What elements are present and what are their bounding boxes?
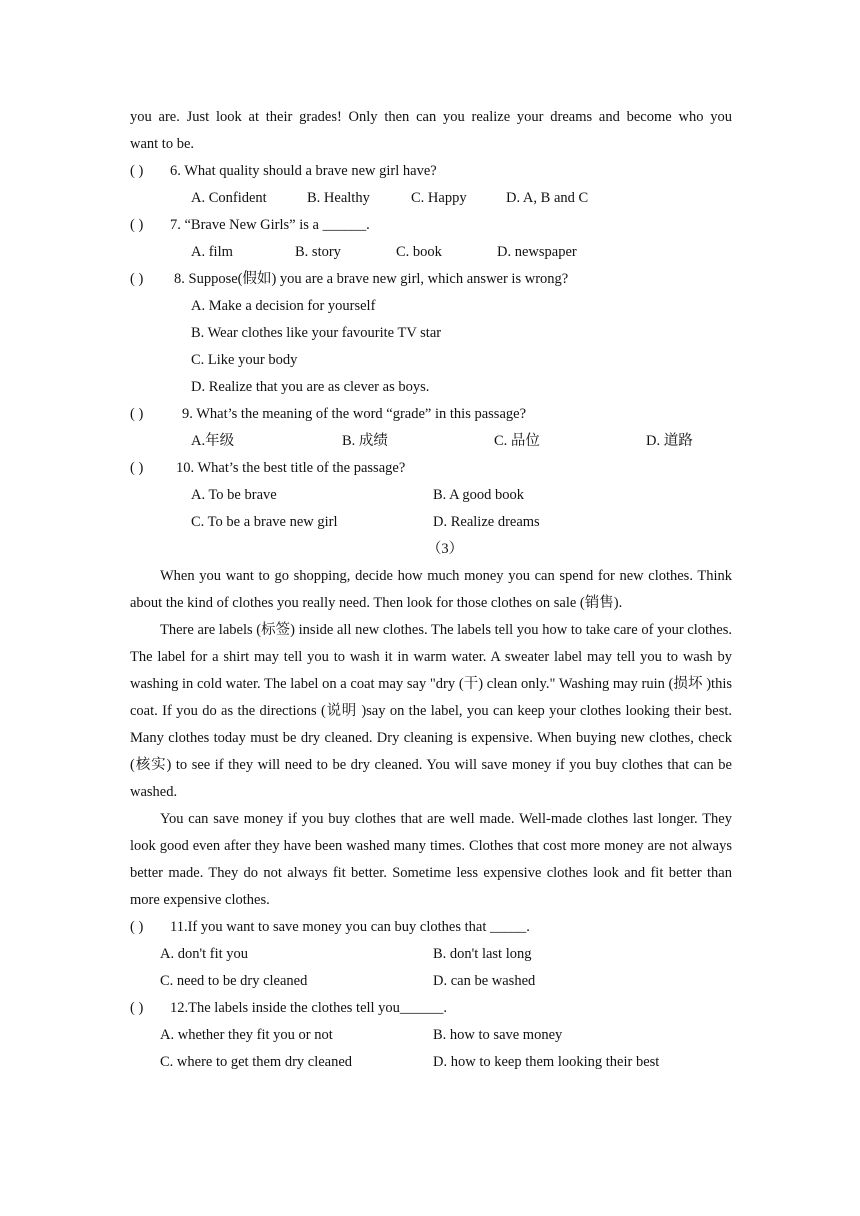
question-text: 12.The labels inside the clothes tell you______. xyxy=(170,1000,448,1016)
question-11-options-row-1 xyxy=(130,941,732,968)
passage-paragraph-2: There are labels (标签) inside all new clothes. The labels tell you how to take care of your clothes. The label for a shirt may tell you to wash it in warm water. A sweater label may tell you to wash by washing in cold water. The label on a coat may say "dry (干) clean only." Washing may ruin (损坏 )this coat. If you do as the directions (说明 )say on the label, you can keep your clothes looking their best. Many clothes today must be dry cleaned. Dry cleaning is expensive. When buying new clothes, check (核实) to see if they will need to be dry cleaned. You will save money if you buy clothes that can be washed. xyxy=(130,622,732,800)
option-a: A.年级 xyxy=(191,433,235,449)
option-b: B. how to save money xyxy=(433,1027,563,1043)
option-c: C. To be a brave new girl xyxy=(191,514,338,530)
question-12-options-row-2 xyxy=(130,1049,732,1076)
option-d: D. newspaper xyxy=(497,244,577,260)
option-c: C. need to be dry cleaned xyxy=(160,973,308,989)
option-c: C. 品位 xyxy=(494,433,540,449)
option-c: C. where to get them dry cleaned xyxy=(160,1054,353,1070)
option-a: A. Make a decision for yourself xyxy=(191,298,376,314)
option-b: B. Healthy xyxy=(307,190,370,206)
option-a: A. film xyxy=(191,244,233,260)
section-heading: （3） xyxy=(426,541,464,557)
question-text: 9. What’s the meaning of the word “grade” in this passage? xyxy=(182,406,526,422)
option-a: A. Confident xyxy=(191,190,267,206)
option-b: B. story xyxy=(295,244,341,260)
option-b: B. A good book xyxy=(433,487,525,503)
intro-line-1: you are. Just look at their grades! Only then can you realize your dreams and become who you xyxy=(130,109,732,125)
document-page xyxy=(130,104,732,1076)
question-7-options xyxy=(130,239,732,266)
question-text: 10. What’s the best title of the passage? xyxy=(176,460,406,476)
option-b: B. 成绩 xyxy=(342,433,388,449)
intro-line-2: want to be. xyxy=(130,136,195,152)
question-10-options-row-1 xyxy=(130,482,732,509)
answer-blank[interactable]: ( ) xyxy=(130,271,144,287)
answer-blank[interactable]: ( ) xyxy=(130,163,144,179)
option-d: D. Realize dreams xyxy=(433,514,540,530)
question-10-options-row-2 xyxy=(130,509,732,536)
question-text: 7. “Brave New Girls” is a ______. xyxy=(170,217,370,233)
question-7 xyxy=(130,212,732,239)
option-a: A. don't fit you xyxy=(160,946,248,962)
question-text: 8. Suppose(假如) you are a brave new girl, which answer is wrong? xyxy=(174,271,569,287)
option-b: B. Wear clothes like your favourite TV star xyxy=(191,325,442,341)
question-text: 11.If you want to save money you can buy clothes that _____. xyxy=(170,919,530,935)
answer-blank[interactable]: ( ) xyxy=(130,217,144,233)
passage-paragraph-1: When you want to go shopping, decide how much money you can spend for new clothes. Think about the kind of clothes you really need. Then look for those clothes on sale (销售). xyxy=(130,568,732,611)
answer-blank[interactable]: ( ) xyxy=(130,406,144,422)
option-d: D. how to keep them looking their best xyxy=(433,1054,660,1070)
option-d: D. 道路 xyxy=(646,433,693,449)
question-text: 6. What quality should a brave new girl have? xyxy=(170,163,437,179)
answer-blank[interactable]: ( ) xyxy=(130,1000,144,1016)
question-9 xyxy=(130,401,732,428)
question-11-options-row-2 xyxy=(130,968,732,995)
option-a: A. whether they fit you or not xyxy=(160,1027,333,1043)
option-c: C. Happy xyxy=(411,190,467,206)
passage-paragraph-3: You can save money if you buy clothes that are well made. Well-made clothes last longer. They look good even after they have been washed many times. Clothes that cost more money are not always better made. They do not always fit better. Sometime less expensive clothes look and fit better than more expensive clothes. xyxy=(130,811,732,908)
option-d: D. can be washed xyxy=(433,973,536,989)
option-d: D. A, B and C xyxy=(506,190,589,206)
question-8 xyxy=(130,266,732,293)
question-6 xyxy=(130,158,732,185)
answer-blank[interactable]: ( ) xyxy=(130,919,144,935)
question-10 xyxy=(130,455,732,482)
option-d: D. Realize that you are as clever as boys. xyxy=(191,379,430,395)
question-9-options xyxy=(130,428,732,455)
option-b: B. don't last long xyxy=(433,946,532,962)
answer-blank[interactable]: ( ) xyxy=(130,460,144,476)
option-a: A. To be brave xyxy=(191,487,277,503)
question-11 xyxy=(130,914,732,941)
question-12-options-row-1 xyxy=(130,1022,732,1049)
option-c: C. book xyxy=(396,244,442,260)
question-12 xyxy=(130,995,732,1022)
question-6-options xyxy=(130,185,732,212)
option-c: C. Like your body xyxy=(191,352,298,368)
